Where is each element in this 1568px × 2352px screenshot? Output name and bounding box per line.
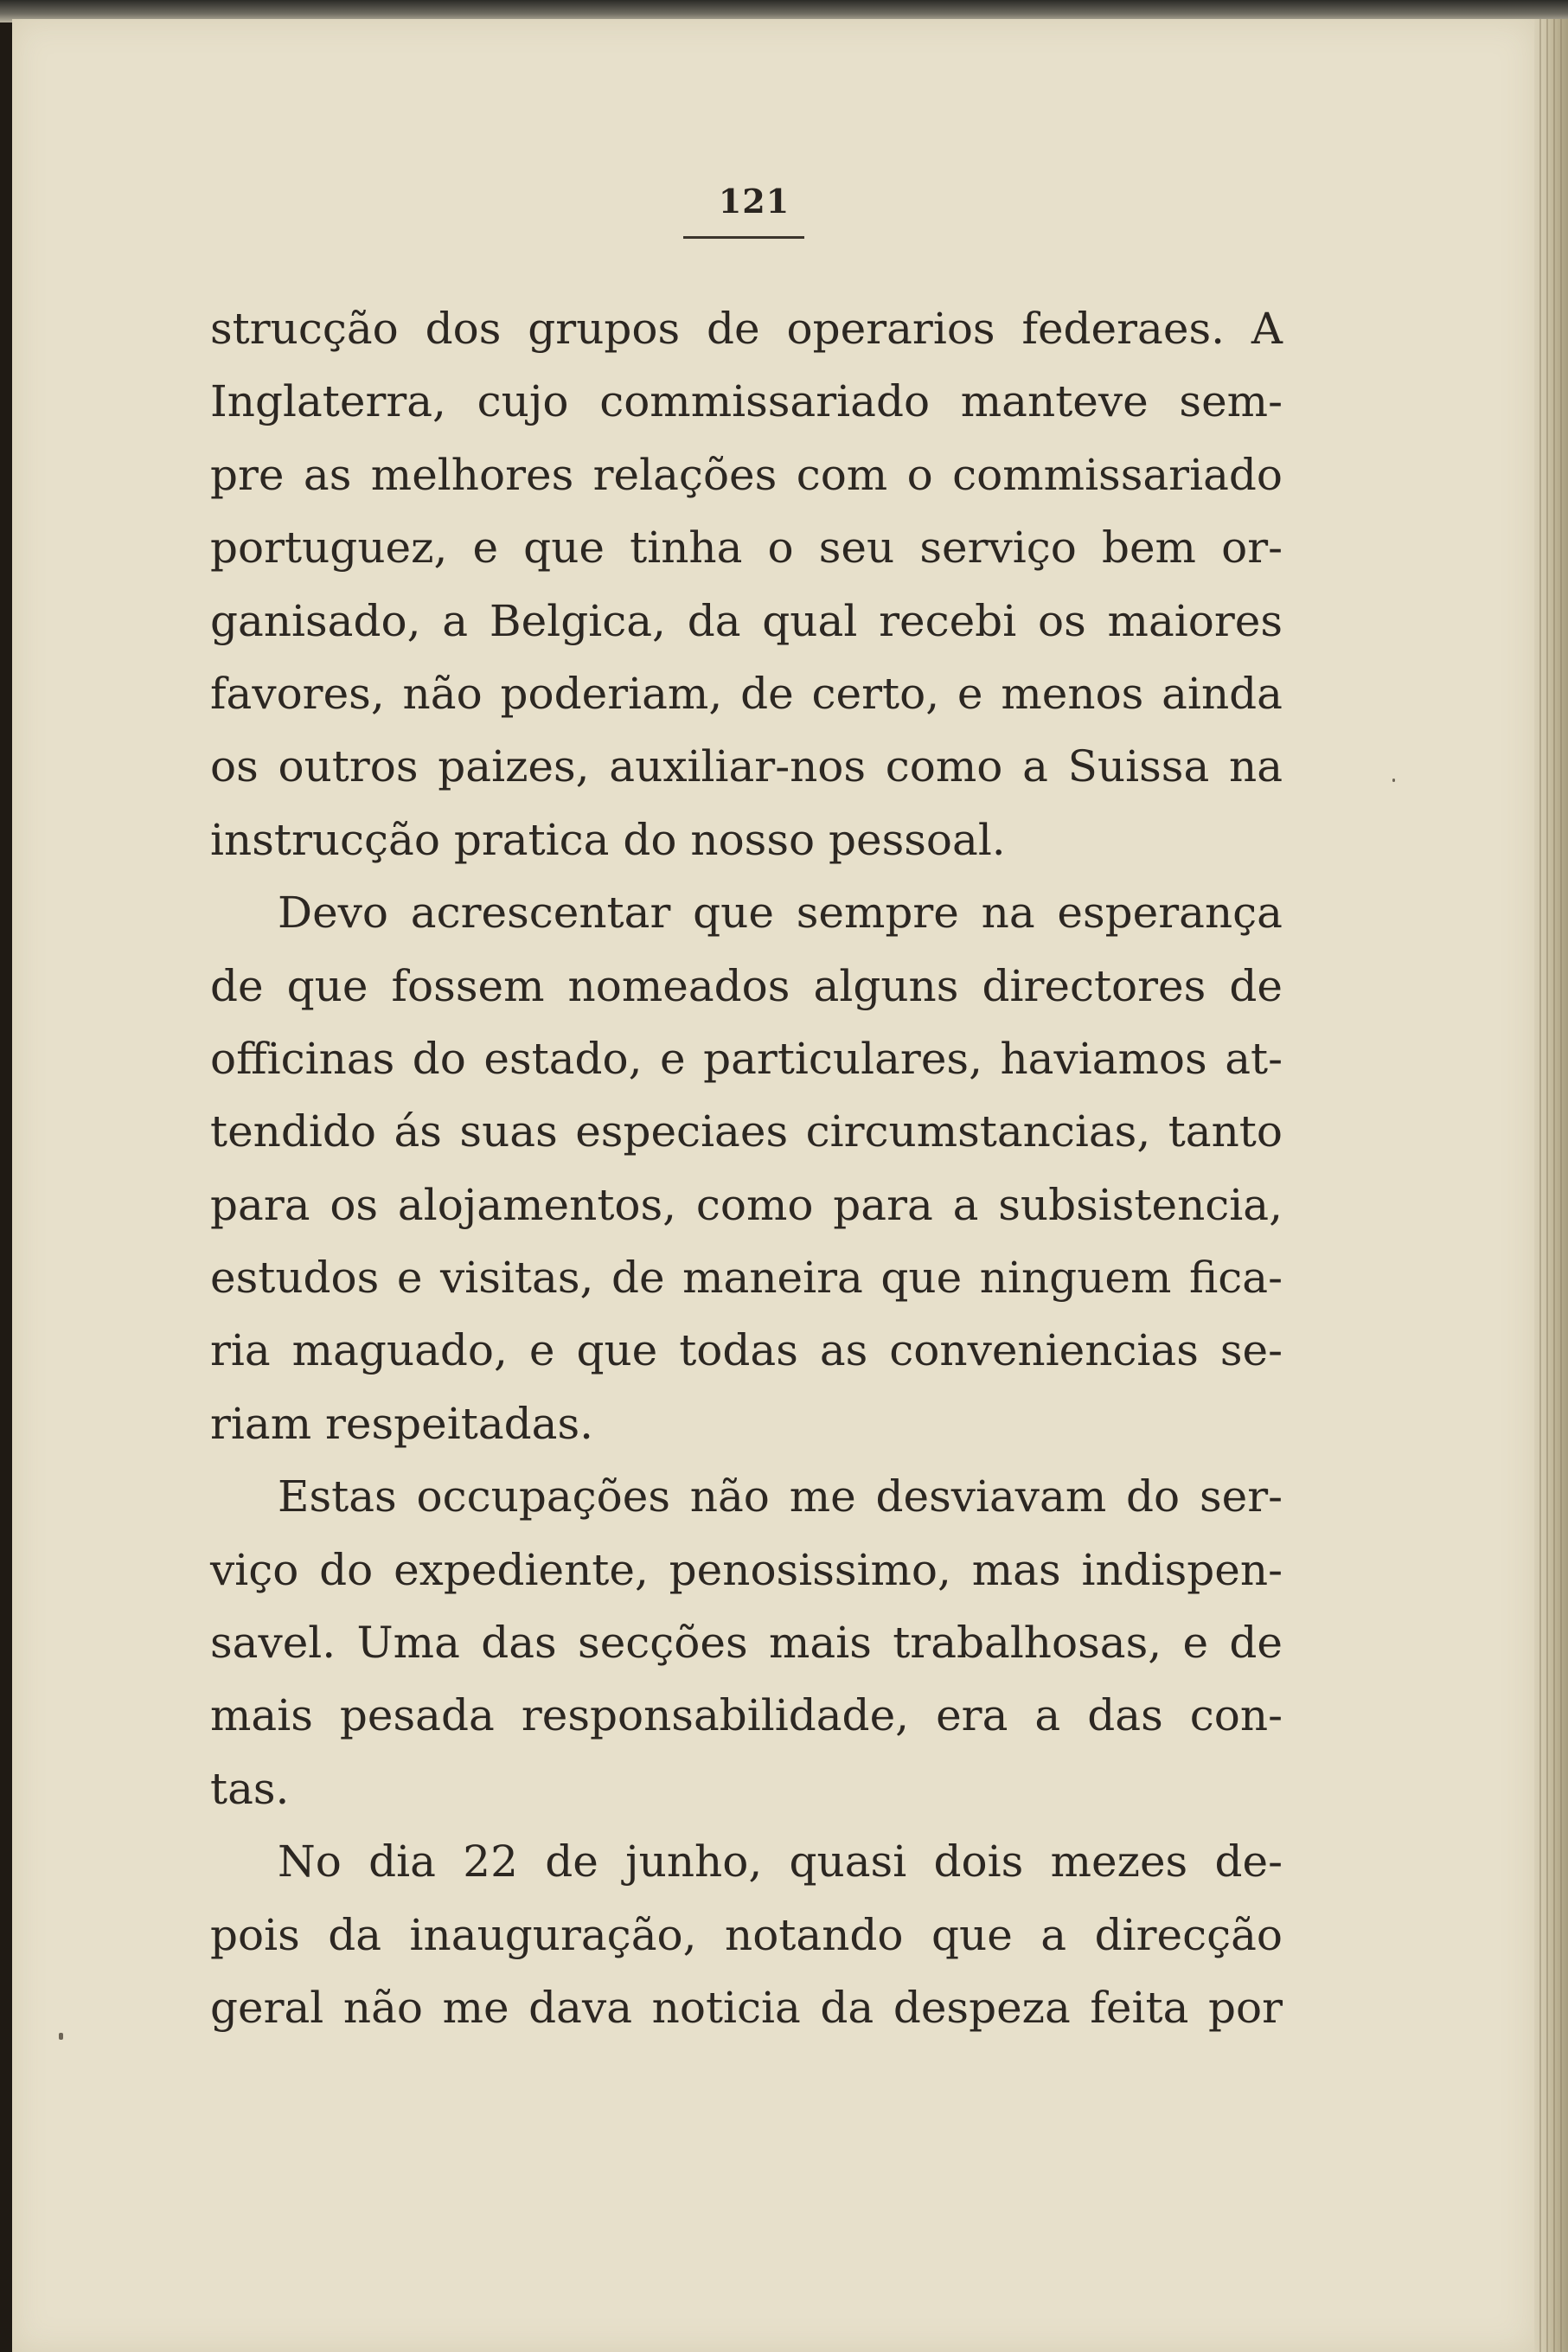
text-line: os outros paizes, auxiliar-nos como a Suissa na xyxy=(210,741,1283,792)
text-line: strucção dos grupos de operarios federaes. A xyxy=(210,304,1283,354)
text-line: instrucção pratica do nosso pessoal. xyxy=(210,814,1006,865)
page-number: 121 xyxy=(718,182,790,221)
text-line: ria maguado, e que todas as conveniencias se- xyxy=(210,1325,1283,1376)
text-line: ganisado, a Belgica, da qual recebi os maiores xyxy=(210,595,1283,646)
paragraph-first-line: Devo acrescentar que sempre na esperança xyxy=(278,888,1283,939)
text-line: Inglaterra, cujo commissariado manteve sem- xyxy=(210,376,1283,427)
text-line: pois da inauguração, notando que a direcção xyxy=(210,1909,1283,1960)
paragraph-first-line: Estas occupações não me desviavam do ser- xyxy=(278,1471,1283,1522)
text-line: pre as melhores relações com o commissariado xyxy=(210,449,1283,500)
text-line: tendido ás suas especiaes circumstancias, tanto xyxy=(210,1106,1283,1157)
paragraph-first-line: No dia 22 de junho, quasi dois mezes de- xyxy=(278,1836,1283,1887)
book-spine-edge xyxy=(0,0,12,2352)
text-line: estudos e visitas, de maneira que ninguem fica- xyxy=(210,1253,1283,1304)
text-line: riam respeitadas. xyxy=(210,1398,594,1449)
text-line: portuguez, e que tinha o seu serviço bem or- xyxy=(210,522,1283,574)
text-line: viço do expediente, penosissimo, mas indispen- xyxy=(210,1544,1283,1595)
body-text xyxy=(210,292,1283,2044)
text-line: savel. Uma das secções mais trabalhosas, e de xyxy=(210,1618,1283,1669)
text-line: mais pesada responsabilidade, era a das con- xyxy=(210,1690,1283,1741)
paper-speck xyxy=(1392,779,1395,782)
text-line: de que fossem nomeados alguns directores de xyxy=(210,960,1283,1011)
page-number-rule xyxy=(683,236,804,239)
text-line: favores, não poderiam, de certo, e menos ainda xyxy=(210,668,1283,719)
text-line: officinas do estado, e particulares, haviamos at- xyxy=(210,1033,1283,1084)
text-line: tas. xyxy=(210,1763,290,1814)
text-line: para os alojamentos, como para a subsistencia, xyxy=(210,1179,1283,1230)
paper-speck xyxy=(59,2033,63,2040)
text-line: geral não me dava noticia da despeza feita por xyxy=(210,1982,1283,2033)
page-stack-edge xyxy=(1534,19,1568,2352)
